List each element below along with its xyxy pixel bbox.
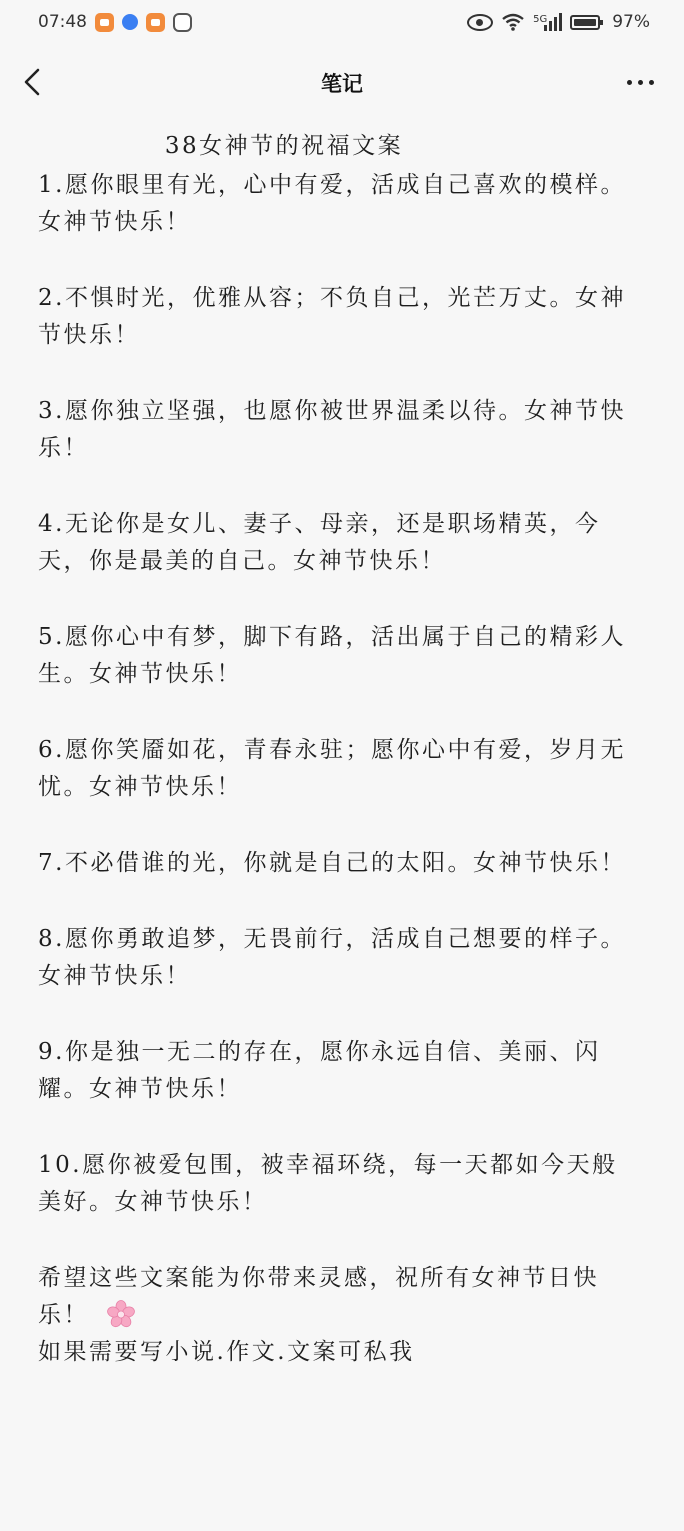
list-item [38, 167, 658, 241]
closing-line-with-emoji [38, 1297, 658, 1334]
list-item-line: 1.愿你眼里有光，心中有爱，活成自己喜欢的模样。 [38, 172, 626, 198]
battery-percent: 97% [612, 12, 650, 32]
list-item-line: 4.无论你是女儿、妻子、母亲，还是职场精英，今 [38, 511, 601, 537]
closing-text [38, 1260, 658, 1371]
list-item [38, 280, 658, 354]
status-time: 07:48 [38, 12, 87, 32]
list-item [38, 506, 658, 580]
app-orange-icon [146, 13, 165, 32]
list-item-line: 忧。女神节快乐！ [38, 774, 242, 800]
list-item-line: 生。女神节快乐！ [38, 661, 242, 687]
list-item-line: 美好。女神节快乐！ [38, 1189, 268, 1215]
list-item [38, 619, 658, 693]
list-item-line: 耀。女神节快乐！ [38, 1076, 242, 1102]
list-item-line: 10.愿你被爱包围，被幸福环绕，每一天都如今天般 [38, 1152, 618, 1178]
list-item-line: 6.愿你笑靥如花，青春永驻；愿你心中有爱，岁月无 [38, 737, 626, 763]
list-item-line: 9.你是独一无二的存在，愿你永远自信、美丽、闪 [38, 1039, 601, 1065]
list-item-line: 3.愿你独立坚强，也愿你被世界温柔以待。女神节快 [38, 398, 626, 424]
note-body[interactable] [38, 128, 658, 1371]
eye-icon [467, 14, 493, 31]
list-item-line: 天，你是最美的自己。女神节快乐！ [38, 548, 446, 574]
list-item-line: 2.不惧时光，优雅从容；不负自己，光芒万丈。女神 [38, 285, 626, 311]
note-title: 38女神节的祝福文案 [164, 133, 404, 159]
list-item-line: 乐！ [38, 435, 89, 461]
wifi-icon [501, 13, 525, 31]
list-item [38, 921, 658, 995]
app-shield-icon [173, 13, 192, 32]
list-item-line: 女神节快乐！ [38, 209, 191, 235]
list-item [38, 393, 658, 467]
list-item-line: 5.愿你心中有梦，脚下有路，活出属于自己的精彩人 [38, 624, 626, 650]
network-type: 5G [533, 14, 548, 25]
app-blue-icon [122, 14, 138, 30]
more-button[interactable] [627, 80, 654, 85]
closing-line: 希望这些文案能为你带来灵感，祝所有女神节日快 [38, 1265, 599, 1291]
more-dot [627, 80, 632, 85]
app-orange-icon [95, 13, 114, 32]
status-left [38, 12, 192, 32]
closing-line: 乐！ [38, 1302, 89, 1328]
list-item [38, 732, 658, 806]
list-item-line: 女神节快乐！ [38, 963, 191, 989]
list-item [38, 845, 658, 882]
battery-icon [570, 15, 600, 30]
nav-bar [0, 56, 684, 108]
cherry-blossom-icon [107, 1300, 135, 1328]
closing-line: 如果需要写小说.作文.文案可私我 [38, 1339, 415, 1365]
page-title: 笔记 [321, 72, 363, 96]
more-dot [638, 80, 643, 85]
list-item-line: 7.不必借谁的光，你就是自己的太阳。女神节快乐！ [38, 850, 626, 876]
list-item [38, 1034, 658, 1108]
status-bar [0, 0, 684, 44]
list-item-line: 8.愿你勇敢追梦，无畏前行，活成自己想要的样子。 [38, 926, 626, 952]
status-right [467, 12, 650, 32]
list-item [38, 1147, 658, 1221]
list-item-line: 节快乐！ [38, 322, 140, 348]
more-dot [649, 80, 654, 85]
